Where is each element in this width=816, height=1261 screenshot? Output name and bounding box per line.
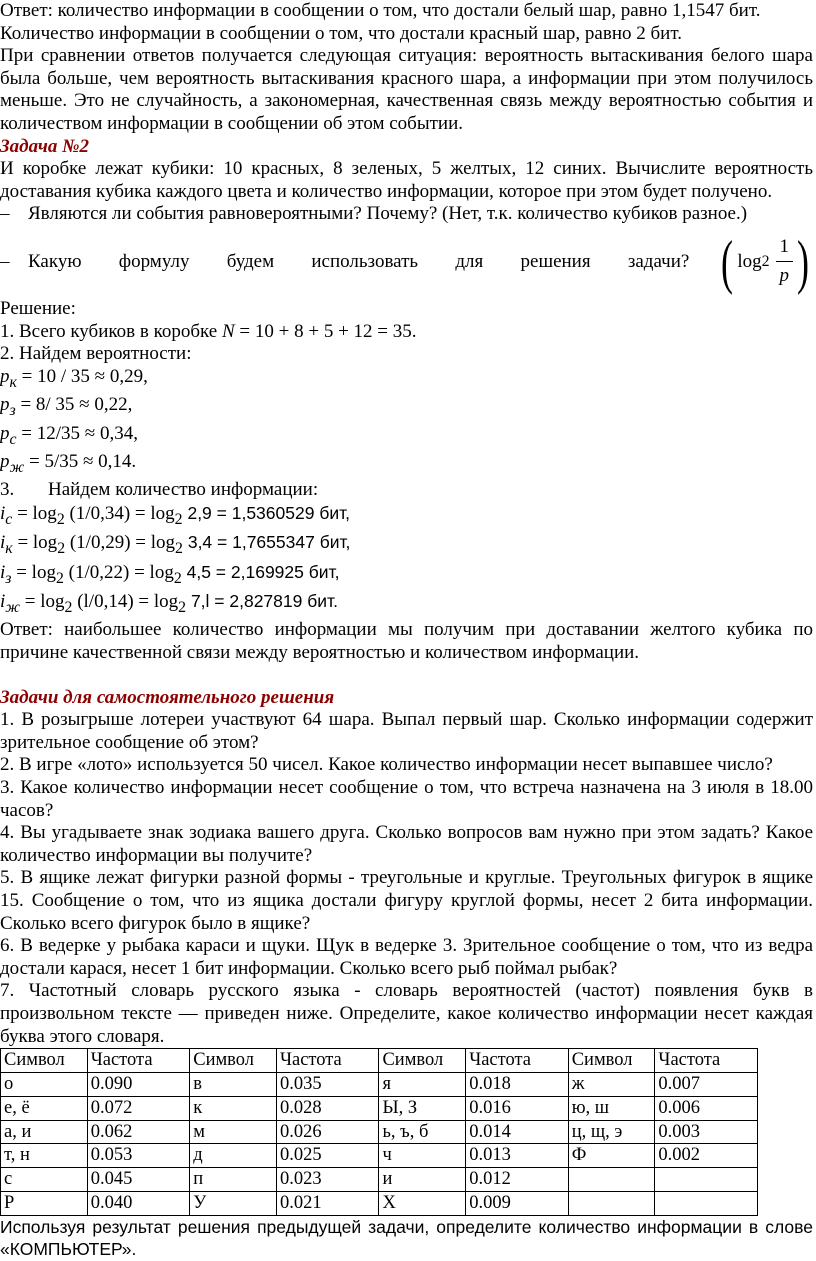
- prob-sub: к: [9, 373, 17, 391]
- table-cell: 0.009: [466, 1191, 569, 1215]
- table-cell: в: [190, 1072, 277, 1096]
- table-cell: 0.003: [655, 1120, 758, 1144]
- probability-line: [0, 366, 813, 394]
- intro-answer: Ответ: количество информации в сообщении о том, что достали белый шар, равно 1,1547 бит.: [0, 0, 761, 21]
- table-cell: [568, 1168, 655, 1192]
- step-1: [0, 321, 813, 344]
- prob-var: p: [0, 365, 10, 387]
- probability-line: [0, 423, 813, 451]
- step-2: 2. Найдем вероятности:: [0, 343, 192, 365]
- table-header-cell: Частота: [466, 1049, 569, 1073]
- prob-var: p: [0, 394, 10, 416]
- step-1-var: N: [221, 320, 235, 342]
- prob-expr: = 10 / 35 ≈ 0,29,: [16, 365, 148, 387]
- table-header-cell: Частота: [276, 1049, 379, 1073]
- log-formula: [717, 228, 813, 295]
- info-line: [0, 590, 813, 619]
- table-cell: 0.035: [276, 1072, 379, 1096]
- prob-var: p: [0, 422, 10, 444]
- table-header-cell: Частота: [87, 1049, 190, 1073]
- fraction-denominator: p: [779, 265, 790, 287]
- table-cell: Ы, З: [379, 1096, 466, 1120]
- prob-sub: з: [9, 401, 16, 419]
- table-cell: 0.023: [276, 1168, 379, 1192]
- info-base: 2: [56, 510, 65, 528]
- table-cell: ж: [568, 1072, 655, 1096]
- question-1-text: Являются ли события равновероятными? Почему? (Нет, т.к. количество кубиков разное.): [28, 203, 748, 225]
- info-var: i: [0, 532, 6, 554]
- info-line: [0, 561, 813, 590]
- table-cell: 0.007: [655, 1072, 758, 1096]
- table-row: [1, 1191, 758, 1215]
- spacer: [0, 665, 813, 687]
- fraction-numerator: 1: [776, 233, 794, 262]
- info-result: 4,5 = 2,169925 бит,: [181, 561, 340, 582]
- info-part: (1/0,22) = log: [63, 561, 174, 583]
- info-sub: с: [5, 510, 13, 528]
- table-cell: ю, ш: [568, 1096, 655, 1120]
- info-sub: ж: [5, 598, 21, 616]
- table-cell: 0.016: [466, 1096, 569, 1120]
- info-part: (1/0,34) = log: [64, 502, 175, 524]
- question-2-text: [28, 251, 717, 274]
- table-cell: с: [1, 1168, 88, 1192]
- right-paren: ): [797, 228, 810, 295]
- word: использовать: [311, 250, 419, 272]
- table-cell: я: [379, 1072, 466, 1096]
- info-part: = log: [11, 561, 56, 583]
- self-study-item: 1. В розыгрыше лотереи участвуют 64 шара. Выпал первый шар. Сколько информации содержит зрительное сообщение об этом?: [0, 709, 813, 753]
- info-part: = log: [20, 591, 65, 613]
- prob-sub: с: [9, 430, 17, 448]
- question-2: [0, 226, 813, 298]
- self-study-heading: Задачи для самостоятельного решения: [0, 686, 335, 708]
- intro-red-line: Количество информации в сообщении о том, что достали красный шар, равно 2 бит.: [0, 22, 682, 44]
- info-base: 2: [173, 569, 182, 587]
- table-header-cell: Символ: [379, 1049, 466, 1073]
- info-result: 7,l = 2,827819 бит.: [186, 591, 338, 612]
- self-study-item: 6. В ведерке у рыбака караси и щуки. Щук в ведерке 3. Зрительное сообщение о том, что из ведра достали карася, несет 1 бит информации. Сколько всего рыб поймал рыбак?: [0, 935, 813, 979]
- final-task: Используя результат решения предыдущей задачи, определите количество информации в слове «КОМПЬЮТЕР».: [0, 1216, 813, 1260]
- table-cell: 0.025: [276, 1144, 379, 1168]
- step-3-number: 3.: [0, 479, 15, 501]
- table-header-row: [1, 1049, 758, 1073]
- table-cell: 0.062: [87, 1120, 190, 1144]
- info-base: 2: [55, 569, 64, 587]
- task2-answer: Ответ: наибольшее количество информации мы получим при доставании желтого кубика по причине качественной связи между вероятностью и количеством информации.: [0, 619, 813, 664]
- table-cell: 0.013: [466, 1144, 569, 1168]
- task2-statement: И коробке лежат кубики: 10 красных, 8 зеленых, 5 желтых, 12 синих. Вычислите вероятность доставания кубика каждого цвета и количество информации, которое при этом будет получено.: [0, 158, 813, 202]
- table-cell: 0.028: [276, 1096, 379, 1120]
- table-cell: 0.014: [466, 1120, 569, 1144]
- frequency-table: [0, 1048, 758, 1216]
- probability-line: [0, 451, 813, 479]
- dash-mark: –: [0, 250, 10, 272]
- table-cell: 0.006: [655, 1096, 758, 1120]
- info-var: i: [0, 591, 6, 613]
- word: формулу: [118, 250, 190, 272]
- table-header-cell: Символ: [568, 1049, 655, 1073]
- table-cell: 0.045: [87, 1168, 190, 1192]
- word: будем: [226, 250, 275, 272]
- table-cell: к: [190, 1096, 277, 1120]
- step-3-text: Найдем количество информации:: [48, 479, 319, 501]
- table-cell: У: [190, 1191, 277, 1215]
- table-cell: п: [190, 1168, 277, 1192]
- table-cell: Х: [379, 1191, 466, 1215]
- table-cell: о: [1, 1072, 88, 1096]
- table-cell: Р: [1, 1191, 88, 1215]
- table-cell: ч: [379, 1144, 466, 1168]
- table-row: [1, 1120, 758, 1144]
- task2-heading: Задача №2: [0, 135, 89, 157]
- prob-sub: ж: [9, 458, 25, 476]
- info-result: 3,4 = 1,7655347 бит,: [182, 532, 351, 553]
- info-part: = log: [12, 532, 58, 554]
- prob-var: p: [0, 450, 10, 472]
- table-cell: [655, 1168, 758, 1192]
- info-sub: к: [5, 540, 13, 558]
- prob-expr: = 8/ 35 ≈ 0,22,: [15, 394, 133, 416]
- table-cell: 0.053: [87, 1144, 190, 1168]
- dash-mark: –: [0, 203, 10, 225]
- step-3: [0, 479, 813, 502]
- table-cell: 0.012: [466, 1168, 569, 1192]
- info-base: 2: [175, 540, 183, 558]
- table-header-cell: Символ: [1, 1049, 88, 1073]
- table-cell: ц, щ, э: [568, 1120, 655, 1144]
- table-cell: [655, 1191, 758, 1215]
- info-sub: з: [5, 569, 12, 587]
- table-cell: 0.018: [466, 1072, 569, 1096]
- self-study-item: 5. В ящике лежат фигурки разной формы - треугольные и круглые. Треугольных фигурок в ящике 15. Сообщение о том, что из ящика достали фигуру круглой формы, несет 2 бита информации. Сколько всего фигурок было в ящике?: [0, 867, 813, 934]
- step-1-prefix: 1. Всего кубиков в коробке: [0, 320, 222, 342]
- word: Какую: [28, 250, 82, 272]
- self-study-item: 4. Вы угадываете знак зодиака вашего друга. Сколько вопросов вам нужно при этом задать? Какое количество информации вы получите?: [0, 822, 813, 866]
- table-cell: 0.090: [87, 1072, 190, 1096]
- info-part: = log: [12, 502, 57, 524]
- self-study-item: 3. Какое количество информации несет сообщение о том, что встреча назначена на 3 июля в 18.00 часов?: [0, 777, 813, 821]
- info-line: [0, 531, 813, 560]
- question-1: [0, 203, 813, 226]
- table-cell: м: [190, 1120, 277, 1144]
- table-cell: 0.072: [87, 1096, 190, 1120]
- info-var: i: [0, 561, 6, 583]
- info-result: 2,9 = 1,5360529 бит,: [182, 502, 351, 523]
- table-cell: а, и: [1, 1120, 88, 1144]
- solution-label: Решение:: [0, 297, 76, 319]
- prob-expr: = 5/35 ≈ 0,14.: [24, 450, 137, 472]
- word: решения: [520, 250, 591, 272]
- table-cell: т, н: [1, 1144, 88, 1168]
- table-cell: и: [379, 1168, 466, 1192]
- step-1-rest: = 10 + 8 + 5 + 12 = 35.: [234, 320, 417, 342]
- table-cell: е, ё: [1, 1096, 88, 1120]
- table-header-cell: Символ: [190, 1049, 277, 1073]
- prob-expr: = 12/35 ≈ 0,34,: [16, 422, 138, 444]
- info-part: (1/0,29) = log: [65, 532, 176, 554]
- table-cell: ь, ъ, б: [379, 1120, 466, 1144]
- table-row: [1, 1168, 758, 1192]
- info-part: (l/0,14) = log: [72, 591, 179, 613]
- table-cell: [568, 1191, 655, 1215]
- table-cell: 0.040: [87, 1191, 190, 1215]
- log-text: log: [737, 250, 762, 272]
- word: для: [455, 250, 484, 272]
- table-cell: Ф: [568, 1144, 655, 1168]
- info-base: 2: [178, 598, 187, 616]
- self-study-item: 7. Частотный словарь русского языка - словарь вероятностей (частот) появления букв в произвольном тексте — приведен ниже. Определите, какое количество информации несет каждая буква этого словаря.: [0, 980, 813, 1047]
- fraction: [776, 233, 794, 290]
- info-base: 2: [64, 598, 73, 616]
- probability-line: [0, 394, 813, 422]
- table-cell: 0.026: [276, 1120, 379, 1144]
- table-cell: д: [190, 1144, 277, 1168]
- log-base: 2: [761, 252, 770, 270]
- table-cell: 0.021: [276, 1191, 379, 1215]
- info-base: 2: [174, 510, 183, 528]
- info-base: 2: [57, 540, 66, 558]
- table-row: [1, 1096, 758, 1120]
- table-row: [1, 1144, 758, 1168]
- info-line: [0, 502, 813, 531]
- table-header-cell: Частота: [655, 1049, 758, 1073]
- table-row: [1, 1072, 758, 1096]
- word: задачи?: [627, 250, 690, 272]
- table-cell: 0.002: [655, 1144, 758, 1168]
- info-var: i: [0, 502, 6, 524]
- left-paren: (: [721, 228, 734, 295]
- self-study-item: 2. В игре «лото» используется 50 чисел. Какое количество информации несет выпавшее число?: [0, 754, 773, 776]
- intro-comparison: При сравнении ответов получается следующая ситуация: вероятность вытаскивания белого шара была больше, чем вероятность вытаскивания красного шара, а информации при этом получилось меньше. Это не случайность, а закономерная, качественная связь между вероятностью события и количеством информации в сообщении об этом событии.: [0, 45, 813, 134]
